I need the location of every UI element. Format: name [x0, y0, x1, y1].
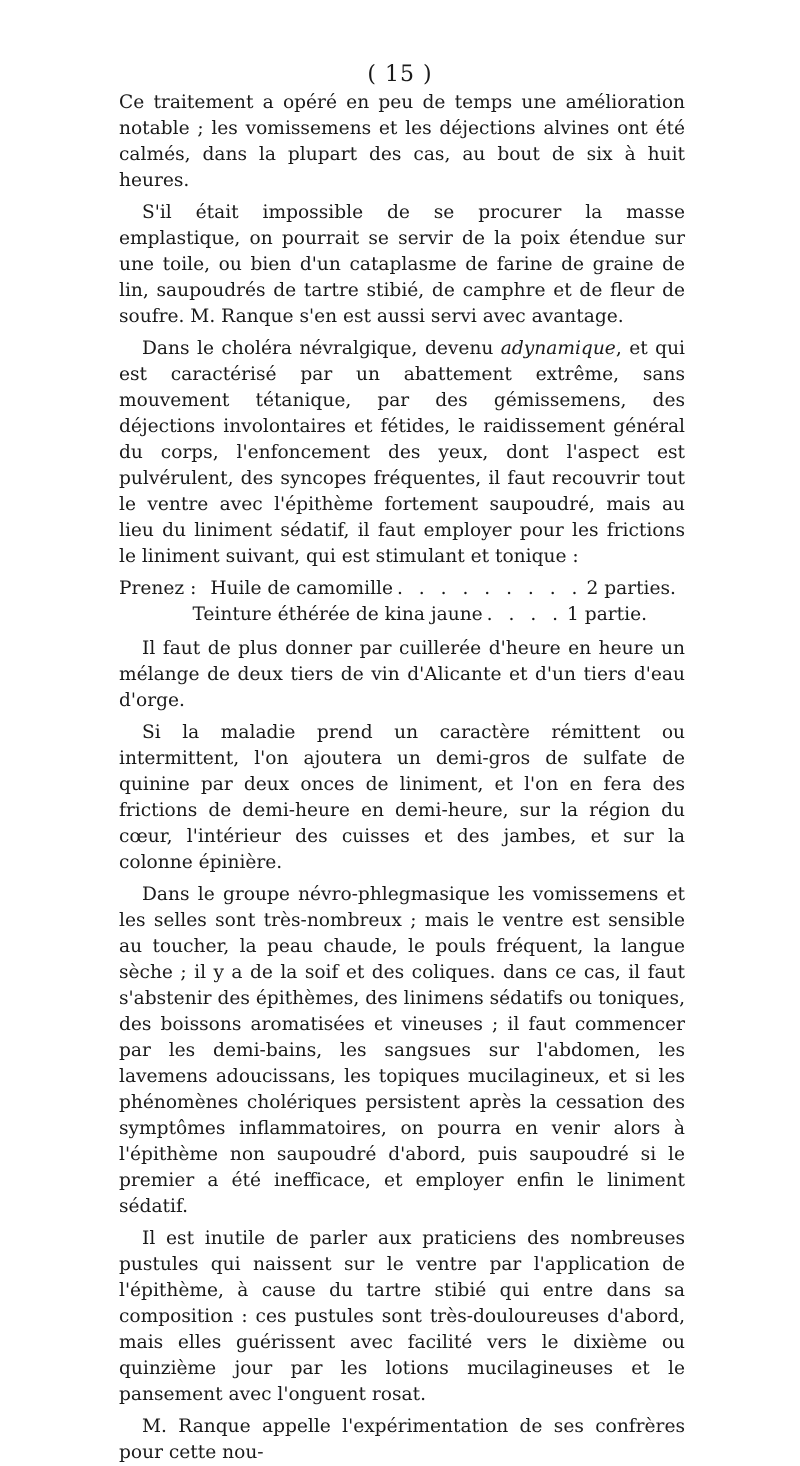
- leader-dots: . . . .: [486, 604, 564, 625]
- paragraph-2: S'il était impossible de se procurer la masse emplastique, on pourrait se servir de la poix étendue sur une toile, ou bien d'un cataplasme de farine de graine de lin, saupoudrés de tartre stibié, de camphre et de fleur de soufre. M. Ranque s'en est aussi servi avec avantage.: [119, 202, 685, 327]
- paragraph-3-before: Dans le choléra névralgique, devenu: [142, 338, 501, 359]
- recipe-row: [119, 602, 685, 628]
- ingredient-quantity: 2 parties.: [586, 578, 676, 599]
- paragraph-7: Il est inutile de parler aux praticiens des nombreuses pustules qui naissent sur le ventre par l'application de l'épithème, à cause du tartre stibié qui entre dans sa composition : ces pustules sont très-douloureuses d'abord, mais elles guérissent avec facilité vers le dixième ou quinzième jour par les lotions mucilagineuses et le pansement avec l'onguent rosat.: [119, 1228, 685, 1405]
- ingredient-name: Huile de camomille: [210, 578, 393, 599]
- paragraph-3-after: , et qui est caractérisé par un abattement extrême, sans mouvement tétanique, par des gémissemens, des déjections involontaires et fétides, le raidissement général du corps, l'enfoncement des yeux, dont l'aspect est pulvérulent, des syncopes fréquentes, il faut recouvrir tout le ventre avec l'épithème fortement saupoudré, mais au lieu du liniment sédatif, il faut employer pour les frictions le liniment suivant, qui est stimulant et tonique :: [119, 338, 685, 567]
- ingredient-name: Teinture éthérée de kina jaune: [192, 604, 483, 625]
- paragraph-6: Dans le groupe névro-phlegmasique les vomissemens et les selles sont très-nombreux ; mais le ventre est sensible au toucher, la peau chaude, le pouls fréquent, la langue sèche ; il y a de la soif et des coliques. dans ce cas, il faut s'abstenir des épithèmes, des linimens sédatifs ou toniques, des boissons aromatisées et vineuses ; il faut commencer par les demi-bains, les sangsues sur l'abdomen, les lavemens adoucissans, les topiques mucilagineux, et si les phénomènes cholériques persistent après la cessation des symptômes inflammatoires, on pourra en venir alors à l'épithème non saupoudré d'abord, puis saupoudré si le premier a été inefficace, et employer enfin le liniment sédatif.: [119, 884, 685, 1217]
- recipe: [119, 576, 685, 628]
- paragraph-1: Ce traitement a opéré en peu de temps une amélioration notable ; les vomissemens et les déjections alvines ont été calmés, dans la plupart des cas, au bout de six à huit heures.: [119, 92, 685, 191]
- recipe-row: [119, 576, 685, 602]
- page-number: ( 15 ): [367, 62, 433, 87]
- paragraph-8: M. Ranque appelle l'expérimentation de ses confrères pour cette nou-: [119, 1416, 685, 1463]
- paragraph-5: Si la maladie prend un caractère rémittent ou intermittent, l'on ajoutera un demi-gros de sulfate de quinine par deux onces de liniment, et l'on en fera des frictions de demi-heure en demi-heure, sur la région du cœur, l'intérieur des cuisses et des jambes, et sur la colonne épinière.: [119, 722, 685, 873]
- paragraph-3: [119, 336, 685, 570]
- leader-dots: . . . . . . . . .: [396, 578, 583, 599]
- ingredient-quantity: 1 partie.: [567, 604, 647, 625]
- adynamique-emphasis: adynamique: [500, 338, 616, 359]
- body-text: [119, 90, 685, 1466]
- paragraph-4: Il faut de plus donner par cuillerée d'heure en heure un mélange de deux tiers de vin d'Alicante et d'un tiers d'eau d'orge.: [119, 638, 685, 711]
- recipe-lead: Prenez :: [119, 578, 197, 599]
